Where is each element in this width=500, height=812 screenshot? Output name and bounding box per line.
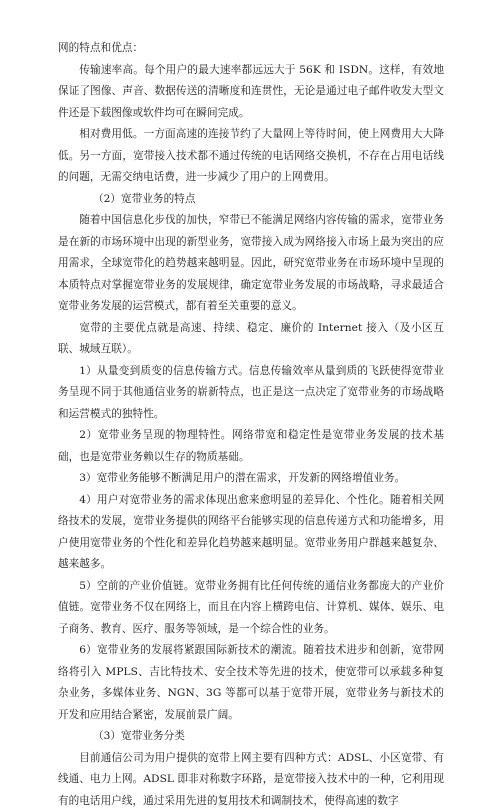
list-item-5: 5）空前的产业价值链。宽带业务拥有比任何传统的通信业务都庞大的产业价值链。宽带业务不仅在网络上，而且在内容上横跨电信、计算机、媒体、娱乐、电子商务、教育、医疗、服务等领域，是一个综合性的业务。 xyxy=(58,576,444,641)
list-item-2: 2）宽带业务呈现的物理特性。网络带宽和稳定性是宽带业务发展的技术基础，也是宽带业务赖以生存的物质基础。 xyxy=(58,425,444,468)
list-item-4: 4）用户对宽带业务的需求体现出愈来愈明显的差异化、个性化。随着相关网络技术的发展，宽带业务提供的网络平台能够实现的信息传递方式和功能增多，用户使用宽带业务的个性化和差异化趋势越来越明显。宽带业务用户群越来越复杂、越来越多。 xyxy=(58,490,444,576)
list-item-1: 1）从量变到质变的信息传输方式。信息传输效率从量到质的飞跃使得宽带业务呈现不同于其他通信业务的崭新特点，也正是这一点决定了宽带业务的市场战略和运营模式的独特性。 xyxy=(58,361,444,426)
paragraph-low-cost: 相对费用低。一方面高速的连接节约了大量网上等待时间，使上网费用大大降低。另一方面，宽带接入技术都不通过传统的电话网络交换机，不存在占用电话线的问题，无需交纳电话费，进一步减少了用户的上网费用。 xyxy=(58,124,444,189)
section-heading-broadband-classification: （3）宽带业务分类 xyxy=(58,726,444,748)
paragraph-informatization: 随着中国信息化步伐的加快，窄带已不能满足网络内容传输的需求，宽带业务是在新的市场环境中出现的新型业务，宽带接入成为网络接入市场上最为突出的应用需求，全球宽带化的趋势越来越明显。因此，研究宽带业务在市场环境中呈现的本质特点对掌握宽带业务的发展规律，确定宽带业务发展的市场战略，寻求最适合宽带业务发展的运营模式，都有着至关重要的意义。 xyxy=(58,210,444,318)
paragraph-transfer-rate: 传输速率高。每个用户的最大速率都远远大于 56K 和 ISDN。这样，有效地保证了图像、声音、数据传送的清晰度和连贯性，无论是通过电子邮件收发大型文件还是下载图像或软件均可在瞬间完成。 xyxy=(58,60,444,125)
paragraph-access-methods: 目前通信公司为用户提供的宽带上网主要有四种方式：ADSL、小区宽带、有线通、电力上网。ADSL 即非对称数字环路，是宽带接入技术中的一种，它利用现有的电话用户线，通过采用先进的复用技术和调制技术，使得高速的数字 xyxy=(58,748,444,812)
paragraph-intro: 网的特点和优点： xyxy=(58,38,444,60)
list-item-3: 3）宽带业务能够不断满足用户的潜在需求，开发新的网络增值业务。 xyxy=(58,468,444,490)
section-heading-broadband-features: （2）宽带业务的特点 xyxy=(58,189,444,211)
document-page xyxy=(58,38,444,812)
paragraph-main-advantages: 宽带的主要优点就是高速、持续、稳定、廉价的 Internet 接入（及小区互联、城域互联）。 xyxy=(58,318,444,361)
list-item-6: 6）宽带业务的发展将紧跟国际新技术的潮流。随着技术进步和创新，宽带网络将引入 MPLS、吉比特技术、安全技术等先进的技术，使宽带可以承载多种复杂业务，多媒体业务、NGN、3G 等都可以基于宽带开展，宽带业务与新技术的开发和应用结合紧密，发展前景广阔。 xyxy=(58,640,444,726)
